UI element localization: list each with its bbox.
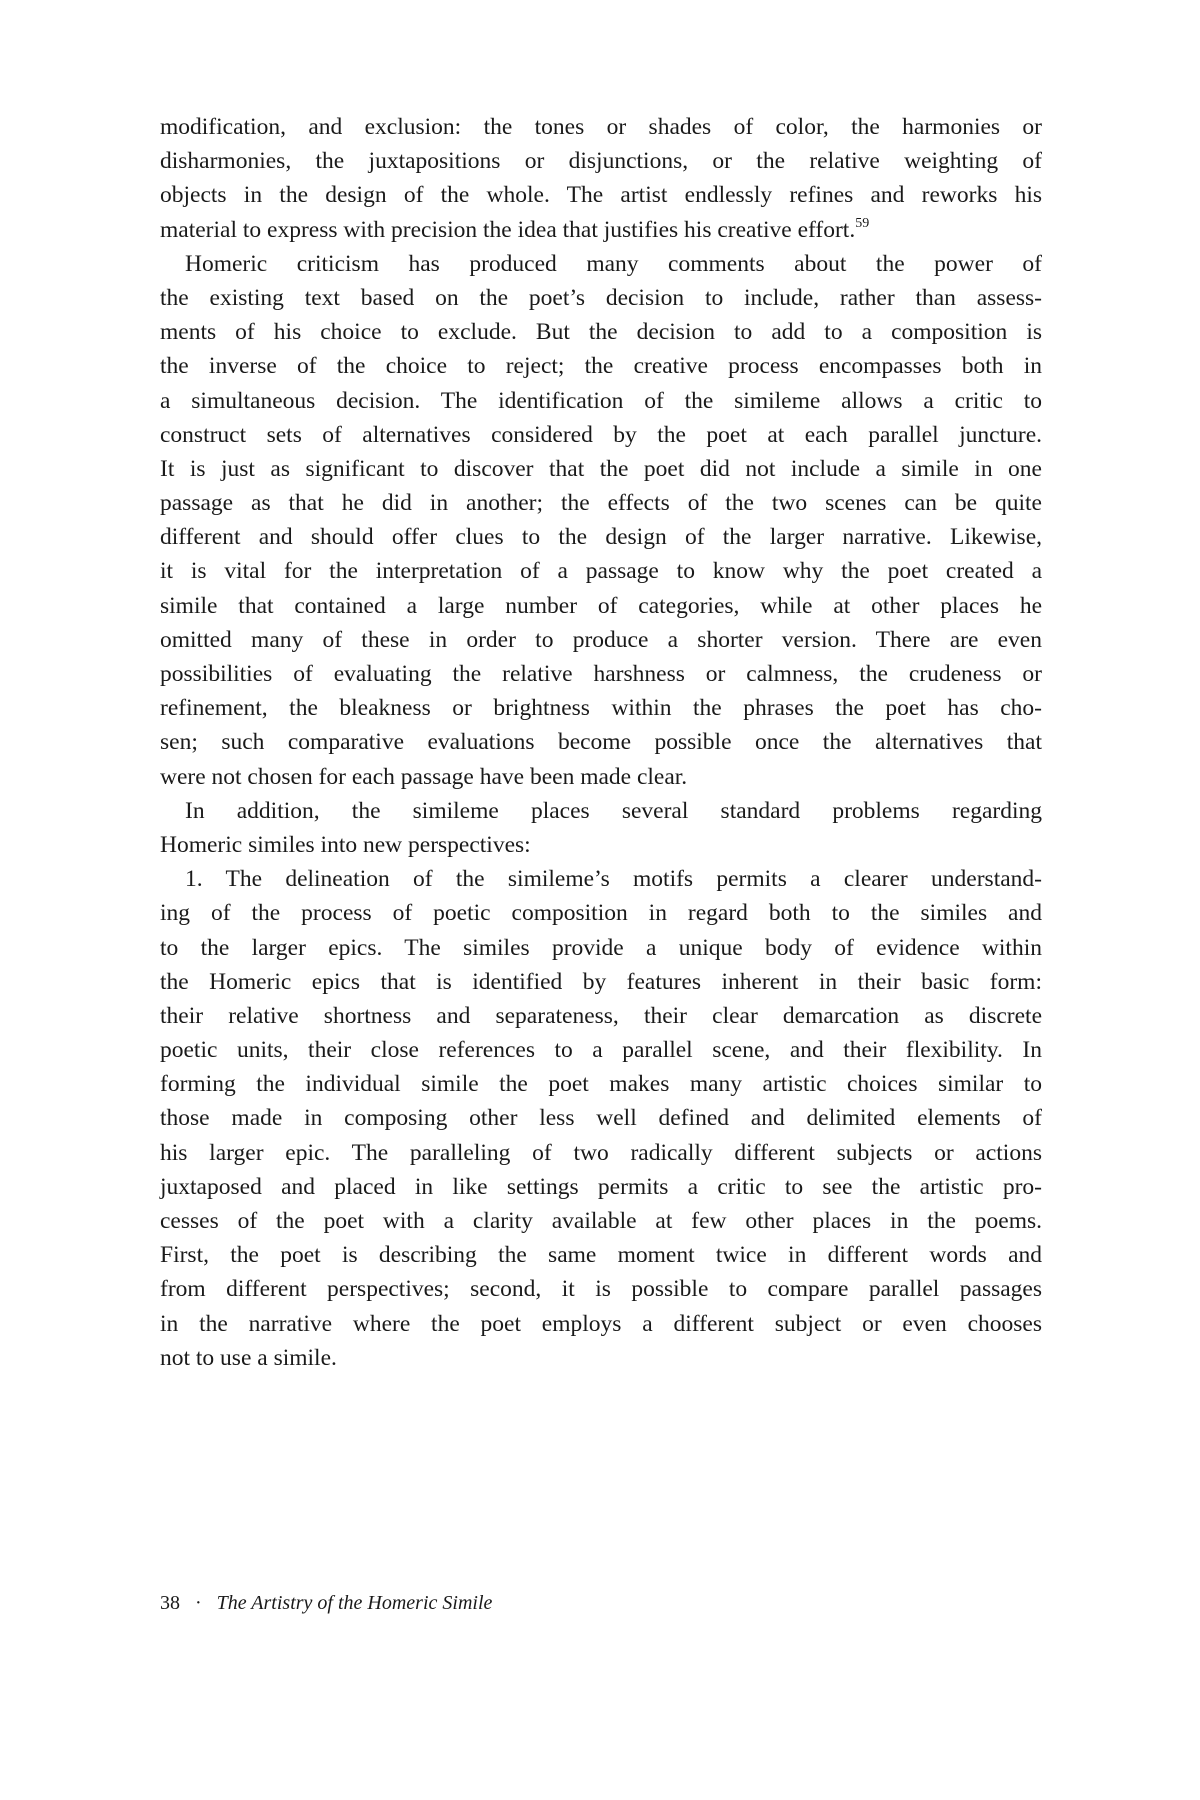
text-line: different and should offer clues to the design of the larger narrative. Likewise, bbox=[160, 524, 1042, 551]
text-line: sen; such comparative evaluations become possible once the alternatives that bbox=[160, 729, 1042, 756]
text-line: his larger epic. The paralleling of two radically different subjects or actions bbox=[160, 1139, 1042, 1166]
text-line: simile that contained a large number of categories, while at other places he bbox=[160, 592, 1042, 619]
text-line: 1. The delineation of the simileme’s motifs permits a clearer understand- bbox=[185, 866, 1042, 893]
text-line: disharmonies, the juxtapositions or disjunctions, or the relative weighting of bbox=[160, 148, 1042, 175]
text-line: the Homeric epics that is identified by features inherent in their basic form: bbox=[160, 968, 1042, 995]
text-line: not to use a simile. bbox=[160, 1344, 337, 1371]
text-line: the inverse of the choice to reject; the creative process encompasses both in bbox=[160, 353, 1042, 380]
running-title: The Artistry of the Homeric Simile bbox=[216, 1592, 493, 1614]
text-line: juxtaposed and placed in like settings permits a critic to see the artistic pro- bbox=[160, 1173, 1042, 1200]
text-line: ing of the process of poetic composition in regard both to the similes and bbox=[160, 900, 1042, 927]
text-line: Homeric similes into new perspectives: bbox=[160, 831, 531, 858]
text-line: First, the poet is describing the same moment twice in different words and bbox=[160, 1242, 1042, 1269]
text-line: cesses of the poet with a clarity available at few other places in the poems. bbox=[160, 1208, 1042, 1234]
text-line: their relative shortness and separateness, their clear demarcation as discrete bbox=[160, 1002, 1042, 1029]
text-line: Homeric criticism has produced many comments about the power of bbox=[185, 250, 1042, 277]
paragraph bbox=[160, 110, 1042, 247]
text-line: poetic units, their close references to a parallel scene, and their flexibility. In bbox=[160, 1037, 1042, 1064]
footnote-ref[interactable]: 59 bbox=[855, 215, 870, 231]
text-line: from different perspectives; second, it is possible to compare parallel passages bbox=[160, 1276, 1042, 1303]
footer-separator: · bbox=[195, 1592, 202, 1614]
text-line: possibilities of evaluating the relative harshness or calmness, the crudeness or bbox=[160, 661, 1042, 687]
text-line: a simultaneous decision. The identification of the simileme allows a critic to bbox=[160, 387, 1042, 414]
page-footer bbox=[160, 1592, 492, 1615]
text-line: forming the individual simile the poet makes many artistic choices similar to bbox=[160, 1071, 1042, 1098]
text-line: those made in composing other less well defined and delimited elements of bbox=[160, 1105, 1042, 1132]
text-line: the existing text based on the poet’s decision to include, rather than assess- bbox=[160, 284, 1042, 311]
text-line: modification, and exclusion: the tones or shades of color, the harmonies or bbox=[160, 114, 1042, 140]
page-number: 38 bbox=[160, 1592, 180, 1614]
text-line: it is vital for the interpretation of a passage to know why the poet created a bbox=[160, 558, 1042, 585]
text-line: material to express with precision the idea that justifies his creative effort.$^{59}$ bbox=[160, 215, 870, 243]
paragraph bbox=[160, 794, 1042, 862]
text-line: objects in the design of the whole. The artist endlessly refines and reworks his bbox=[160, 182, 1042, 209]
paragraph bbox=[160, 862, 1042, 1375]
text-line: were not chosen for each passage have been made clear. bbox=[160, 763, 688, 790]
text-line: In addition, the simileme places several standard problems regarding bbox=[185, 797, 1042, 824]
text-line: It is just as significant to discover that the poet did not include a simile in one bbox=[160, 455, 1042, 482]
text-line: passage as that he did in another; the effects of the two scenes can be quite bbox=[160, 490, 1042, 517]
page-body bbox=[160, 110, 1042, 1375]
paragraph bbox=[160, 247, 1042, 794]
text-line: omitted many of these in order to produce a shorter version. There are even bbox=[160, 626, 1042, 653]
text-line: refinement, the bleakness or brightness within the phrases the poet has cho- bbox=[160, 695, 1042, 722]
text-line: to the larger epics. The similes provide a unique body of evidence within bbox=[160, 934, 1042, 961]
text-line: construct sets of alternatives considered by the poet at each parallel juncture. bbox=[160, 421, 1042, 448]
text-line: ments of his choice to exclude. But the decision to add to a composition is bbox=[160, 319, 1042, 346]
text-line: in the narrative where the poet employs a different subject or even chooses bbox=[160, 1310, 1042, 1337]
